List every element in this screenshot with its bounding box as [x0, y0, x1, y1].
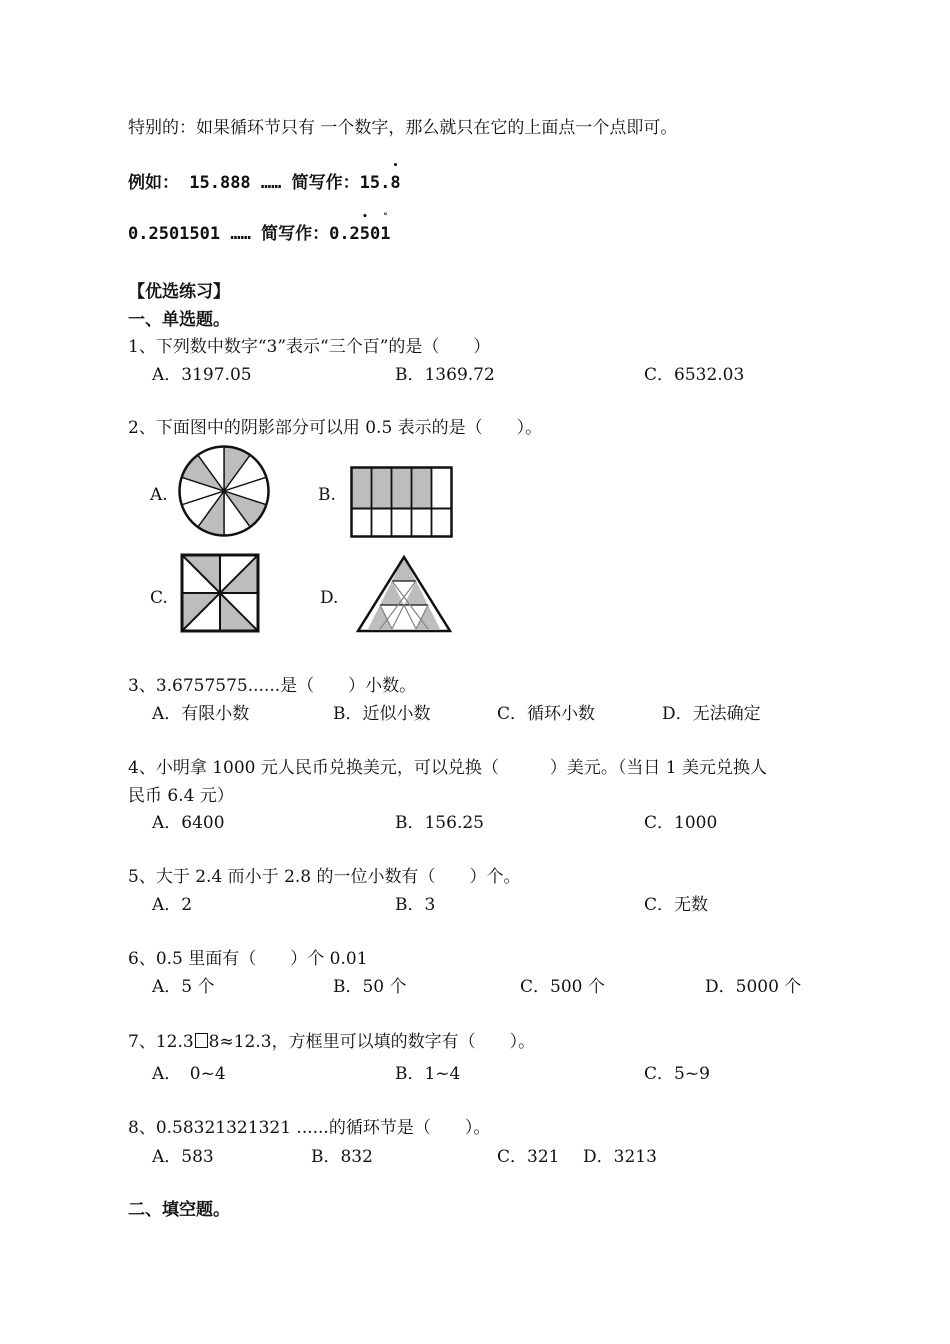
- figure-d-triangle[interactable]: [356, 555, 452, 633]
- question-7-stem-tail: 8≈12.3，方框里可以填的数字有（ ）。: [208, 1032, 536, 1052]
- question-3-option-b[interactable]: B．近似小数: [333, 704, 431, 724]
- example-2-short-mid: 0: [370, 224, 381, 244]
- question-7-stem: [128, 1031, 535, 1053]
- question-4-stem-line2: 民币 6.4 元）: [128, 786, 234, 806]
- example-1: [128, 161, 401, 194]
- blank-square-icon: [195, 1033, 208, 1048]
- figure-c-square[interactable]: [180, 553, 260, 633]
- figure-b-grid[interactable]: [350, 466, 453, 538]
- question-8-option-a[interactable]: A．583: [152, 1147, 214, 1167]
- question-8-stem: 8、0.58321321321 ......的循环节是（ ）。: [128, 1118, 491, 1138]
- question-4-option-c[interactable]: C．1000: [644, 813, 718, 833]
- repeating-digit-start: • 5: [359, 212, 371, 244]
- figure-a-label[interactable]: A.: [150, 485, 168, 505]
- question-7-option-b[interactable]: B．1~4: [395, 1064, 461, 1084]
- example-2-short-head: 0.2: [329, 224, 360, 244]
- example-1-number: 15.888 ……: [189, 173, 282, 193]
- question-5-stem: 5、大于 2.4 而小于 2.8 的一位小数有（ ）个。: [128, 867, 521, 887]
- example-1-mid: 简写作：: [291, 173, 360, 193]
- example-2: [128, 212, 391, 245]
- figure-a-circle[interactable]: [178, 445, 270, 537]
- question-4-option-b[interactable]: B．156.25: [395, 813, 484, 833]
- section-header: 【优选练习】: [128, 282, 230, 302]
- question-3-stem: 3、3.6757575......是（ ）小数。: [128, 676, 417, 696]
- figure-d-label[interactable]: D.: [320, 588, 339, 608]
- question-3-option-d[interactable]: D．无法确定: [662, 704, 761, 724]
- question-5-option-c[interactable]: C．无数: [644, 895, 709, 915]
- example-1-prefix: 例如：: [128, 173, 179, 193]
- question-7-stem-head: 7、12.3: [128, 1032, 194, 1052]
- question-7-option-c[interactable]: C．5~9: [644, 1064, 710, 1084]
- example-2-mid: 简写作：: [261, 224, 330, 244]
- question-8-option-c[interactable]: C．321: [497, 1147, 560, 1167]
- repeating-digit: • 8: [390, 161, 401, 193]
- repeating-digit-end: ° 1: [380, 212, 391, 244]
- question-5-option-a[interactable]: A．2: [152, 895, 193, 915]
- figure-b-label[interactable]: B.: [318, 485, 336, 505]
- question-6-stem: 6、0.5 里面有（ ）个 0.01: [128, 949, 368, 969]
- question-3-option-a[interactable]: A．有限小数: [152, 704, 250, 724]
- question-6-option-b[interactable]: B．50 个: [333, 977, 407, 997]
- question-8-option-d[interactable]: D．3213: [583, 1147, 657, 1167]
- example-2-number: 0.2501501 ……: [128, 224, 251, 244]
- question-1-option-c[interactable]: C．6532.03: [644, 365, 745, 385]
- question-1-option-a[interactable]: A．3197.05: [152, 365, 252, 385]
- question-1-option-b[interactable]: B．1369.72: [395, 365, 495, 385]
- question-8-option-b[interactable]: B．832: [311, 1147, 373, 1167]
- part1-title: 一、单选题。: [128, 310, 230, 330]
- figure-c-label[interactable]: C.: [150, 588, 168, 608]
- example-1-short-head: 15.: [359, 173, 391, 193]
- question-1-stem: 1、下列数中数字“3”表示“三个百”的是（ ）: [128, 337, 491, 357]
- question-6-option-c[interactable]: C．500 个: [520, 977, 605, 997]
- special-note: 特别的：如果循环节只有 一个数字，那么就只在它的上面点一个点即可。: [128, 118, 678, 138]
- question-5-option-b[interactable]: B．3: [395, 895, 436, 915]
- part2-title: 二、填空题。: [128, 1200, 230, 1220]
- question-4-stem-line1: 4、小明拿 1000 元人民币兑换美元，可以兑换（ ）美元。（当日 1 美元兑换人: [128, 758, 768, 778]
- question-3-option-c[interactable]: C．循环小数: [497, 704, 596, 724]
- question-6-option-d[interactable]: D．5000 个: [705, 977, 802, 997]
- question-7-option-a[interactable]: A． 0~4: [152, 1064, 226, 1084]
- question-4-option-a[interactable]: A．6400: [152, 813, 225, 833]
- question-6-option-a[interactable]: A．5 个: [152, 977, 215, 997]
- question-2-stem: 2、下面图中的阴影部分可以用 0.5 表示的是（ ）。: [128, 418, 543, 438]
